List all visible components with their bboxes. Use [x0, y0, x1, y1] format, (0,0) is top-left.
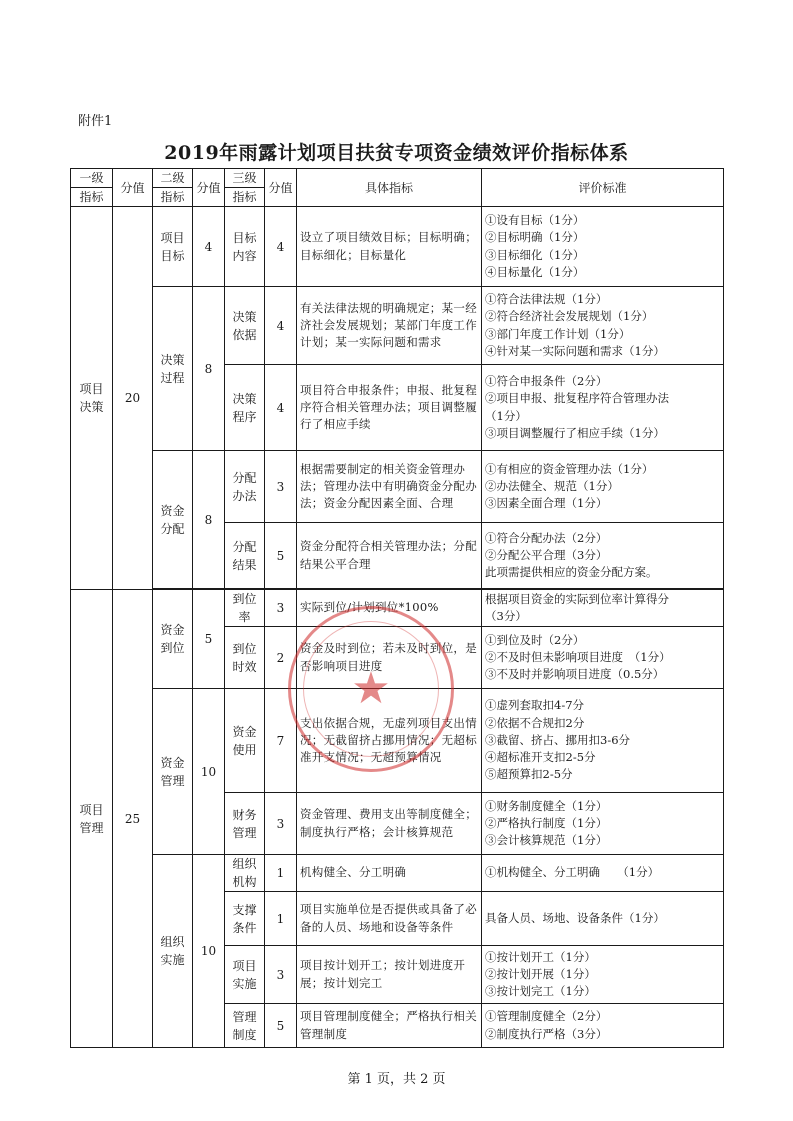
criteria-line: ②制度执行严格（3分）: [485, 1026, 608, 1041]
criteria-line: ②目标明确（1分）: [485, 230, 585, 245]
criteria-line: 此项需提供相应的资金分配方案。: [485, 565, 658, 580]
level2-project-goal-score: 4: [193, 207, 225, 287]
level3-score: 4: [265, 365, 297, 451]
detail-cell: 有关法律法规的明确规定；某一经济社会发展规划；某部门年度工作计划；某一实际问题和需求: [297, 287, 482, 365]
detail-cell: 资金管理、费用支出等制度健全；制度执行严格；会计核算规范: [297, 793, 482, 855]
attachment-label: 附件1: [78, 114, 113, 129]
criteria-line: ⑤超预算扣2-5分: [485, 767, 573, 782]
criteria-line: ④超标准开支扣2-5分: [485, 750, 596, 765]
detail-cell: 资金分配符合相关管理办法；分配结果公平合理: [297, 523, 482, 589]
level2-fund-allocation-score: 8: [193, 451, 225, 589]
criteria-cell: [482, 365, 724, 451]
level1-management-name: 项目管理: [71, 590, 113, 1048]
criteria-line: ③部门年度工作计划（1分）: [485, 326, 631, 341]
level3-score: 3: [265, 793, 297, 855]
level3-name: 到位率: [225, 590, 265, 627]
header-score3: 分值: [265, 169, 297, 207]
criteria-line: ④目标量化（1分）: [485, 264, 585, 279]
detail-cell: 项目管理制度健全；严格执行相关管理制度: [297, 1004, 482, 1048]
detail-cell: 根据需要制定的相关资金管理办法；管理办法中有明确资金分配办法；资金分配因素全面、合理: [297, 451, 482, 523]
criteria-line: ③按计划完工（1分）: [485, 984, 596, 999]
level3-name: 支撑条件: [225, 892, 265, 946]
criteria-line: ③因素全面合理（1分）: [485, 496, 608, 511]
detail-cell: 机构健全、分工明确: [297, 855, 482, 892]
criteria-line: （1分）: [485, 408, 527, 423]
criteria-line: ③目标细化（1分）: [485, 247, 585, 262]
level3-name: 资金使用: [225, 689, 265, 793]
level3-name: 分配办法: [225, 451, 265, 523]
level3-name: 到位时效: [225, 627, 265, 689]
level3-score: 3: [265, 946, 297, 1004]
header-level1-a: 一级: [71, 169, 113, 188]
page-footer: 第 1 页，共 2 页: [347, 1072, 446, 1087]
criteria-line: ①机构健全、分工明确 （1分）: [485, 865, 660, 880]
header-score: 分值: [113, 169, 153, 207]
level2-project-goal-name: 项目目标: [153, 207, 193, 287]
criteria-line: ①符合申报条件（2分）: [485, 374, 608, 388]
level2-fund-allocation-name: 资金分配: [153, 451, 193, 589]
criteria-line: ②办法健全、规范（1分）: [485, 478, 619, 493]
criteria-line: ①管理制度健全（2分）: [485, 1009, 608, 1024]
detail-cell: 资金及时到位；若未及时到位，是否影响项目进度: [297, 627, 482, 689]
detail-cell: 设立了项目绩效目标；目标明确；目标细化；目标量化: [297, 207, 482, 287]
criteria-line: ③不及时并影响项目进度（0.5分）: [485, 667, 665, 682]
criteria-cell: [482, 855, 724, 892]
header-level2-a: 二级: [153, 169, 193, 188]
header-level2-b: 指标: [153, 188, 193, 207]
level1-management-score: 25: [113, 590, 153, 1048]
level2-decision-process-score: 8: [193, 287, 225, 451]
level3-score: 5: [265, 1004, 297, 1048]
level3-score: 4: [265, 287, 297, 365]
criteria-cell: [482, 287, 724, 365]
criteria-line: ①财务制度健全（1分）: [485, 798, 608, 813]
level3-name: 决策程序: [225, 365, 265, 451]
level2-org-implementation-score: 10: [193, 855, 225, 1048]
criteria-line: ③项目调整履行了相应手续（1分）: [485, 425, 665, 440]
criteria-cell: [482, 590, 724, 627]
level3-score: 4: [265, 207, 297, 287]
criteria-line: ③会计核算规范（1分）: [485, 833, 608, 848]
criteria-line: 根据项目资金的实际到位率计算得分: [485, 591, 669, 606]
detail-cell: 项目符合申报条件；申报、批复程序符合相关管理办法；项目调整履行了相应手续: [297, 365, 482, 451]
criteria-cell: [482, 1004, 724, 1048]
level1-decision-name: 项目决策: [71, 207, 113, 590]
criteria-line: ④针对某一实际问题和需求（1分）: [485, 343, 665, 358]
criteria-line: ①到位及时（2分）: [485, 632, 585, 647]
criteria-line: ①按计划开工（1分）: [485, 949, 596, 964]
level3-name: 项目实施: [225, 946, 265, 1004]
level3-score: 3: [265, 590, 297, 627]
criteria-line: ①符合法律法规（1分）: [485, 292, 608, 306]
criteria-line: ③截留、挤占、挪用扣3-6分: [485, 732, 631, 747]
criteria-line: ②依据不合规扣2分: [485, 715, 585, 730]
header-level1-b: 指标: [71, 188, 113, 207]
criteria-line: 具备人员、场地、设备条件（1分）: [485, 910, 665, 925]
level3-name: 决策依据: [225, 287, 265, 365]
level3-score: 3: [265, 451, 297, 523]
header-detail: 具体指标: [297, 169, 482, 207]
criteria-line: ①设有目标（1分）: [485, 213, 585, 227]
criteria-cell: [482, 892, 724, 946]
document-title: 2019年雨露计划项目扶贫专项资金绩效评价指标体系: [164, 142, 629, 164]
criteria-cell: [482, 946, 724, 1004]
criteria-line: ①符合分配办法（2分）: [485, 530, 608, 545]
criteria-cell: [482, 523, 724, 589]
level3-score: 1: [265, 892, 297, 946]
criteria-line: ②符合经济社会发展规划（1分）: [485, 309, 654, 324]
level3-score: 7: [265, 689, 297, 793]
level2-org-implementation-name: 组织实施: [153, 855, 193, 1048]
header-level3-b: 指标: [225, 188, 265, 207]
header-score2: 分值: [193, 169, 225, 207]
level1-decision-score: 20: [113, 207, 153, 590]
detail-cell: 项目按计划开工；按计划进度开展；按计划完工: [297, 946, 482, 1004]
criteria-line: （3分）: [485, 609, 527, 623]
header-level3-a: 三级: [225, 169, 265, 188]
level3-name: 分配结果: [225, 523, 265, 589]
criteria-cell: [482, 627, 724, 689]
detail-cell: 实际到位/计划到位*100%: [297, 590, 482, 627]
level3-name: 财务管理: [225, 793, 265, 855]
criteria-line: ②不及时但未影响项目进度 （1分）: [485, 649, 671, 664]
criteria-cell: [482, 793, 724, 855]
indicator-table: [70, 168, 724, 1048]
level2-decision-process-name: 决策过程: [153, 287, 193, 451]
header-criteria: 评价标准: [482, 169, 724, 207]
detail-cell: 支出依据合规，无虚列项目支出情况；无截留挤占挪用情况；无超标准开支情况；无超预算情况: [297, 689, 482, 793]
detail-cell: 项目实施单位是否提供或具备了必备的人员、场地和设备等条件: [297, 892, 482, 946]
level3-name: 组织机构: [225, 855, 265, 892]
criteria-line: ②严格执行制度（1分）: [485, 815, 608, 830]
level2-fund-arrival-score: 5: [193, 590, 225, 689]
level3-score: 2: [265, 627, 297, 689]
criteria-line: ①虚列套取扣4-7分: [485, 698, 585, 713]
criteria-cell: [482, 207, 724, 287]
level3-name: 管理制度: [225, 1004, 265, 1048]
criteria-line: ②按计划开展（1分）: [485, 966, 596, 981]
criteria-line: ①有相应的资金管理办法（1分）: [485, 461, 654, 476]
criteria-line: ②项目申报、批复程序符合管理办法: [485, 391, 669, 406]
criteria-cell: [482, 689, 724, 793]
level3-name: 目标内容: [225, 207, 265, 287]
level2-fund-management-score: 10: [193, 689, 225, 855]
criteria-cell: [482, 451, 724, 523]
level3-score: 5: [265, 523, 297, 589]
seal-star-icon: ★: [351, 663, 391, 714]
level3-score: 1: [265, 855, 297, 892]
criteria-line: ②分配公平合理（3分）: [485, 547, 608, 562]
level2-fund-management-name: 资金管理: [153, 689, 193, 855]
level2-fund-arrival-name: 资金到位: [153, 590, 193, 689]
